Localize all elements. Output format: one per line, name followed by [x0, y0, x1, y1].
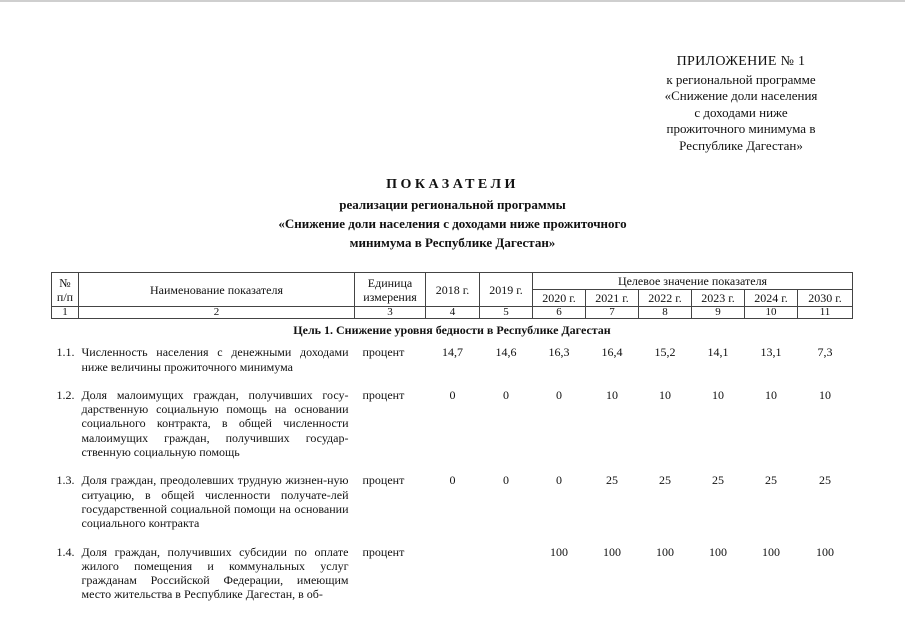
header-year: 2023 г. — [692, 290, 745, 307]
goal-row — [52, 319, 853, 340]
row-value: 16,4 — [601, 345, 623, 360]
header-year: 2022 г. — [639, 290, 692, 307]
row-value: 100 — [603, 544, 621, 559]
column-number: 8 — [639, 307, 692, 319]
table-row — [52, 339, 853, 382]
header-name: Наименование показателя — [79, 273, 355, 307]
header-num: № п/п — [52, 273, 79, 307]
row-value: 0 — [556, 473, 562, 488]
column-number: 11 — [798, 307, 853, 319]
row-number: 1.2. — [56, 387, 75, 402]
row-value: 0 — [449, 387, 456, 402]
row-value: 25 — [765, 473, 777, 488]
appendix-line: «Снижение доли населения — [664, 88, 818, 103]
row-value: 15,2 — [654, 345, 676, 360]
column-number: 10 — [745, 307, 798, 319]
scan-top-edge — [0, 0, 905, 2]
row-value: 14,7 — [442, 345, 463, 360]
row-value: 100 — [709, 544, 727, 559]
appendix-line: прожиточного минимума в — [666, 121, 816, 136]
row-value: 14,6 — [495, 345, 517, 360]
column-number: 1 — [52, 307, 79, 319]
column-number: 6 — [533, 307, 586, 319]
row-value: 10 — [819, 387, 831, 402]
row-name: Доля граждан, преодолевших трудную жизнен-ную ситуацию, в общей численности получате-лей государственной социальной помощи на основании социального контракта — [81, 473, 349, 531]
row-value: 10 — [659, 387, 671, 402]
heading-line: минимума в Республике Дагестан» — [349, 235, 556, 250]
row-value — [426, 539, 480, 610]
row-value: 10 — [606, 387, 618, 402]
appendix-line: к региональной программе — [666, 71, 816, 87]
row-unit: процент — [362, 387, 405, 402]
header-year: 2030 г. — [798, 290, 853, 307]
row-value — [480, 539, 533, 610]
row-value: 16,3 — [548, 345, 570, 360]
heading-main: ПОКАЗАТЕЛИ — [386, 177, 519, 192]
row-value: 100 — [550, 544, 568, 559]
goal-title: Цель 1. Снижение уровня бедности в Республике Дагестан — [293, 323, 611, 337]
document-heading — [0, 175, 905, 252]
row-value: 25 — [712, 473, 724, 488]
row-value: 100 — [816, 544, 834, 559]
row-value: 25 — [606, 473, 618, 488]
header-target: Целевое значение показателя — [533, 273, 853, 290]
header-2019: 2019 г. — [480, 273, 533, 307]
row-name: Доля граждан, получивших субсидии по оплате жилого помещения и коммунальных услуг гражданам Российской Федерации, имеющим место жительства в Республике Дагестан, в об- — [81, 544, 349, 602]
heading-line: реализации региональной программы — [339, 197, 566, 212]
row-value: 25 — [659, 473, 671, 488]
table-row — [52, 382, 853, 467]
row-unit: процент — [362, 544, 405, 559]
row-value: 0 — [556, 387, 562, 402]
header-2018: 2018 г. — [426, 273, 480, 307]
row-value: 10 — [765, 387, 777, 402]
row-value: 0 — [503, 473, 509, 488]
header-unit: Единица измерения — [355, 273, 426, 307]
row-value: 13,1 — [760, 345, 782, 360]
appendix-line: Республике Дагестан» — [679, 137, 803, 153]
appendix-title: ПРИЛОЖЕНИЕ № 1 — [676, 54, 806, 69]
row-number: 1.3. — [56, 473, 75, 488]
appendix-block — [621, 54, 861, 154]
row-value: 100 — [762, 544, 780, 559]
row-name: Численность населения с денежными доходами ниже величины прожиточного минимума — [81, 345, 349, 374]
row-value: 10 — [712, 387, 724, 402]
column-number: 9 — [692, 307, 745, 319]
column-number: 4 — [426, 307, 480, 319]
column-number: 3 — [355, 307, 426, 319]
row-number: 1.1. — [56, 345, 75, 360]
row-unit: процент — [362, 345, 405, 360]
column-numbers-row — [52, 307, 853, 319]
column-number: 7 — [586, 307, 639, 319]
column-number: 2 — [79, 307, 355, 319]
row-value: 7,3 — [817, 345, 833, 360]
header-year: 2021 г. — [586, 290, 639, 307]
row-value: 0 — [449, 473, 456, 488]
row-value: 25 — [819, 473, 831, 488]
column-number: 5 — [480, 307, 533, 319]
header-year: 2020 г. — [533, 290, 586, 307]
heading-line: «Снижение доли населения с доходами ниже прожиточного — [278, 216, 627, 231]
row-value: 0 — [503, 387, 509, 402]
indicators-table — [51, 272, 853, 610]
row-unit: процент — [362, 473, 405, 488]
appendix-line: с доходами ниже — [694, 104, 788, 120]
table-row — [52, 539, 853, 610]
table-row — [52, 467, 853, 538]
row-value: 100 — [656, 544, 674, 559]
header-year: 2024 г. — [745, 290, 798, 307]
row-name: Доля малоимущих граждан, получивших госу-дарственную социальную помощь на основании социального контракта, в общей численности малоимущих граждан, получивших государ-ственную социальную помощь — [81, 387, 349, 460]
row-value: 14,1 — [707, 345, 729, 360]
row-number: 1.4. — [56, 544, 75, 559]
